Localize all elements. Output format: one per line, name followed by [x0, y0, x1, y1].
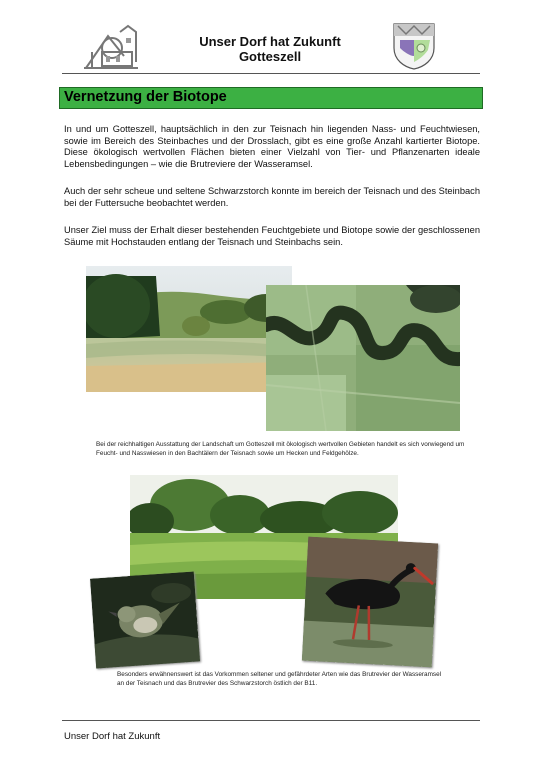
header-title	[160, 34, 380, 64]
photo-dipper-bird	[90, 571, 200, 668]
paragraph-goal: Unser Ziel muss der Erhalt dieser bestehenden Feuchtgebiete und Biotope sowie der geschlossenen Säume mit Hochstauden entlang der Teisnach und Steinbachs sein.	[64, 225, 480, 247]
municipal-coat-of-arms-icon	[392, 22, 436, 70]
footer-text: Unser Dorf hat Zukunft	[64, 731, 161, 742]
paragraph-black-stork: Auch der sehr scheue und seltene Schwarzstorch konnte im bereich der Teisnach und des Steinbach bei der Futtersuche beobachtet werden.	[64, 186, 480, 208]
header-title-line2: Gotteszell	[238, 49, 302, 64]
caption-landscape: Bei der reichhaltigen Ausstattung der Landschaft um Gotteszell mit ökologisch wertvollen Gebieten handelt es sich vorwiegend um Feucht- und Nasswiesen in den Bachtälern der Teisnach sowie um Hecken und Feldgehölze.	[96, 441, 465, 457]
section-title: Vernetzung der Biotope	[64, 89, 227, 105]
village-contest-logo-icon	[82, 22, 140, 72]
photo-aerial-river	[266, 285, 460, 431]
header-title-line1: Unser Dorf hat Zukunft	[199, 34, 341, 49]
footer-divider	[62, 720, 480, 721]
paragraph-biotopes: In und um Gotteszell, hauptsächlich in den zur Teisnach hin liegenden Nass- und Feuchtwiesen, sowie im Bereich des Steinbaches und der Drosslach, gibt es eine große Anzahl kartierter Biotope. Diese ökologisch wertvollen Flächen bieten einer Vielzahl von Tier- und Pflanzenarten ideale Lebensbedingungen – wie die Brutreviere der Wasseramsel.	[64, 124, 480, 169]
caption-species: Besonders erwähnenswert ist das Vorkommen seltener und gefährdeter Arten wie das Brutrevier der Wasseramsel an der Teisnach und das Brutrevier des Schwarzstorch östlich der B11.	[117, 671, 442, 687]
photo-black-stork	[302, 537, 438, 668]
photo-meadow-landscape	[86, 266, 292, 392]
header-divider	[62, 73, 480, 74]
